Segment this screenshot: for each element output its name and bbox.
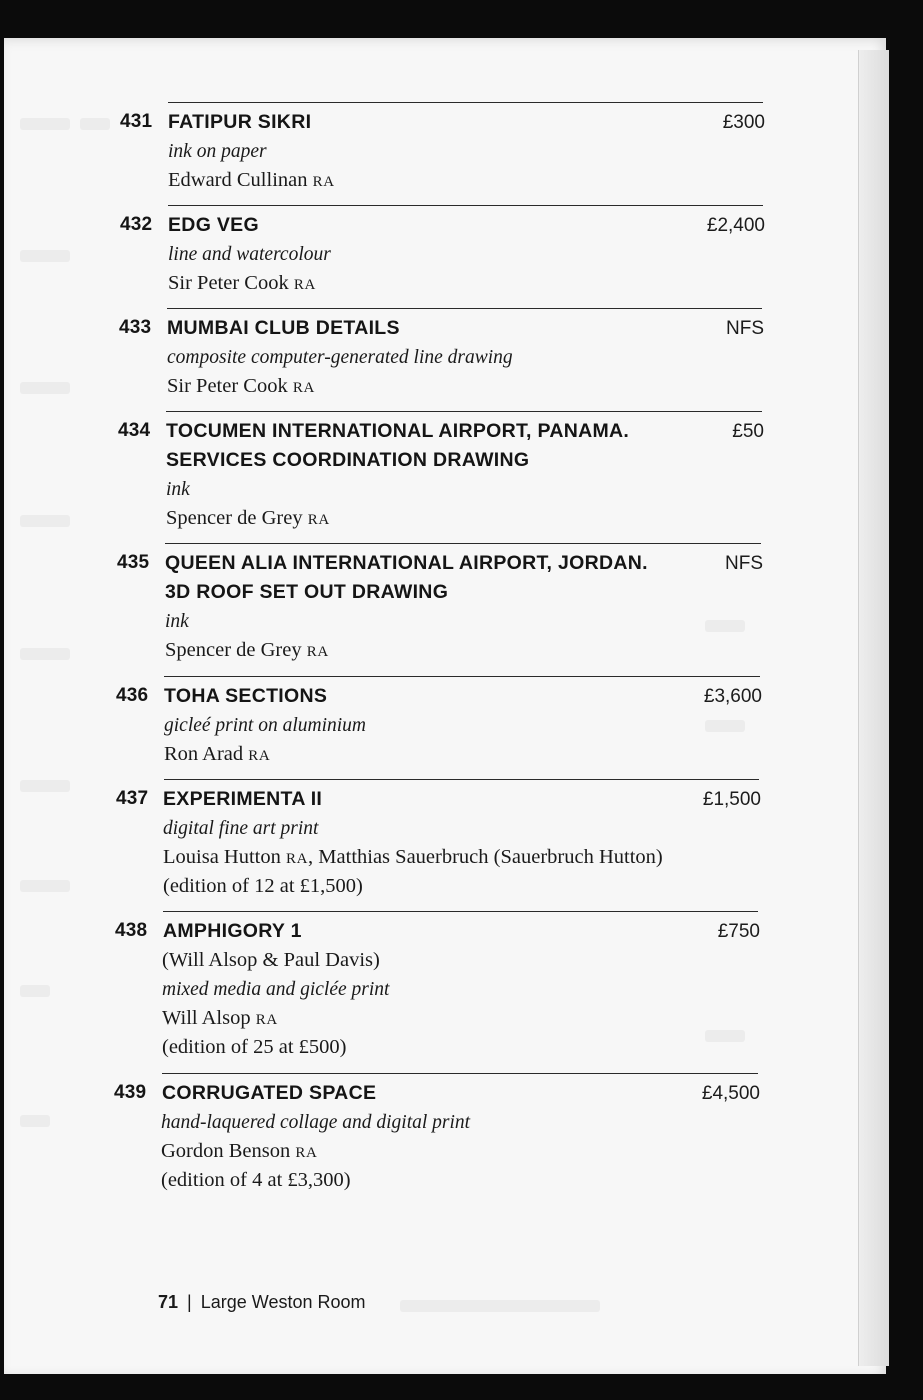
artwork-medium — [166, 475, 190, 504]
line-text: Spencer de Grey — [165, 639, 302, 661]
catalogue-number: 437 — [116, 788, 149, 809]
catalogue-number: 431 — [120, 111, 153, 132]
line-text: line and watercolour — [168, 244, 331, 265]
page-edge — [858, 50, 889, 1366]
artwork-title: AMPHIGORY 1 — [163, 920, 302, 942]
artwork-price: £3,600 — [703, 686, 762, 707]
artwork-price: £2,400 — [706, 215, 765, 236]
line-text: Sir Peter Cook — [167, 375, 288, 397]
artwork-price: NFS — [726, 318, 764, 339]
line-text: Spencer de Grey — [166, 507, 303, 529]
artwork-detail — [162, 1033, 346, 1062]
line-text: composite computer-generated line drawing — [167, 347, 513, 368]
section-name: Large Weston Room — [200, 1292, 366, 1312]
artwork-price: £1,500 — [702, 789, 761, 810]
artwork-price: £300 — [722, 112, 765, 133]
catalogue-number: 435 — [117, 552, 150, 573]
academician-suffix: RA — [286, 851, 309, 867]
entry-divider — [164, 779, 759, 780]
artwork-detail — [166, 504, 330, 535]
artwork-detail — [161, 1166, 351, 1195]
line-text: Gordon Benson — [161, 1140, 291, 1162]
entry-divider — [168, 102, 763, 103]
artwork-detail — [162, 946, 380, 975]
artwork-price: NFS — [725, 553, 763, 574]
academician-suffix: RA — [292, 380, 315, 396]
line-text: (edition of 25 at £500) — [162, 1036, 347, 1058]
artwork-title: CORRUGATED SPACE — [162, 1082, 377, 1104]
artwork-detail — [162, 1004, 278, 1035]
artwork-medium — [168, 240, 331, 269]
artwork-detail — [164, 740, 270, 771]
line-text: ink — [165, 611, 189, 632]
catalogue-number: 434 — [118, 420, 151, 441]
artwork-detail — [168, 269, 316, 300]
artwork-title: EXPERIMENTA II — [163, 788, 323, 810]
entry-divider — [165, 543, 761, 544]
artwork-medium — [164, 711, 366, 740]
line-text: mixed media and giclée print — [162, 979, 390, 1000]
academician-suffix: RA — [295, 1145, 318, 1161]
entry-divider — [166, 411, 762, 412]
artwork-title: SERVICES COORDINATION DRAWING — [166, 449, 530, 471]
artwork-price: £4,500 — [701, 1083, 760, 1104]
academician-suffix: RA — [255, 1012, 278, 1028]
page-number: 71 — [158, 1292, 179, 1312]
artwork-price: £750 — [717, 921, 760, 942]
catalogue-number: 439 — [114, 1082, 147, 1103]
line-text: Sir Peter Cook — [168, 272, 289, 294]
entry-divider — [163, 911, 758, 912]
artwork-title: TOHA SECTIONS — [164, 685, 328, 707]
artwork-detail — [168, 166, 335, 197]
artwork-detail — [165, 636, 329, 667]
line-text: Edward Cullinan — [168, 169, 308, 191]
academician-suffix: RA — [306, 644, 329, 660]
academician-suffix: RA — [307, 512, 330, 528]
artwork-medium — [163, 814, 318, 843]
artwork-title: EDG VEG — [168, 214, 259, 236]
artwork-title: FATIPUR SIKRI — [168, 111, 312, 133]
line-text: gicleé print on aluminium — [164, 715, 367, 736]
entry-divider — [164, 676, 760, 677]
entry-divider — [162, 1073, 758, 1074]
catalogue-number: 438 — [115, 920, 148, 941]
artwork-medium — [167, 343, 513, 372]
academician-suffix: RA — [293, 277, 316, 293]
artwork-price: £50 — [732, 421, 764, 442]
entry-divider — [167, 308, 762, 309]
artwork-detail — [167, 372, 315, 403]
artwork-medium — [168, 137, 267, 166]
artwork-detail — [161, 1137, 317, 1168]
line-text: Ron Arad — [164, 743, 244, 765]
line-text: (edition of 4 at £3,300) — [161, 1169, 351, 1191]
line-text-continued: , Matthias Sauerbruch (Sauerbruch Hutton) — [308, 846, 663, 868]
catalogue-number: 436 — [116, 685, 149, 706]
artwork-medium — [165, 607, 189, 636]
line-text: hand-laquered collage and digital print — [161, 1112, 471, 1133]
footer-separator: | — [187, 1292, 192, 1312]
line-text: (edition of 12 at £1,500) — [163, 875, 363, 897]
line-text: Will Alsop — [162, 1007, 251, 1029]
catalogue-number: 433 — [119, 317, 152, 338]
entry-divider — [168, 205, 763, 206]
artwork-title: MUMBAI CLUB DETAILS — [167, 317, 400, 339]
line-text: (Will Alsop & Paul Davis) — [162, 949, 380, 971]
artwork-detail — [163, 872, 363, 901]
artwork-detail — [163, 843, 663, 874]
page-footer — [158, 1292, 366, 1313]
artwork-title: 3D ROOF SET OUT DRAWING — [165, 581, 449, 603]
line-text: ink — [166, 479, 190, 500]
line-text: digital fine art print — [163, 818, 319, 839]
line-text: ink on paper — [168, 141, 267, 162]
line-text: Louisa Hutton — [163, 846, 281, 868]
academician-suffix: RA — [248, 748, 271, 764]
artwork-medium — [161, 1108, 470, 1137]
artwork-medium — [162, 975, 389, 1004]
academician-suffix: RA — [312, 174, 335, 190]
artwork-title: QUEEN ALIA INTERNATIONAL AIRPORT, JORDAN. — [165, 552, 648, 574]
artwork-title: TOCUMEN INTERNATIONAL AIRPORT, PANAMA. — [166, 420, 630, 442]
catalogue-number: 432 — [120, 214, 153, 235]
